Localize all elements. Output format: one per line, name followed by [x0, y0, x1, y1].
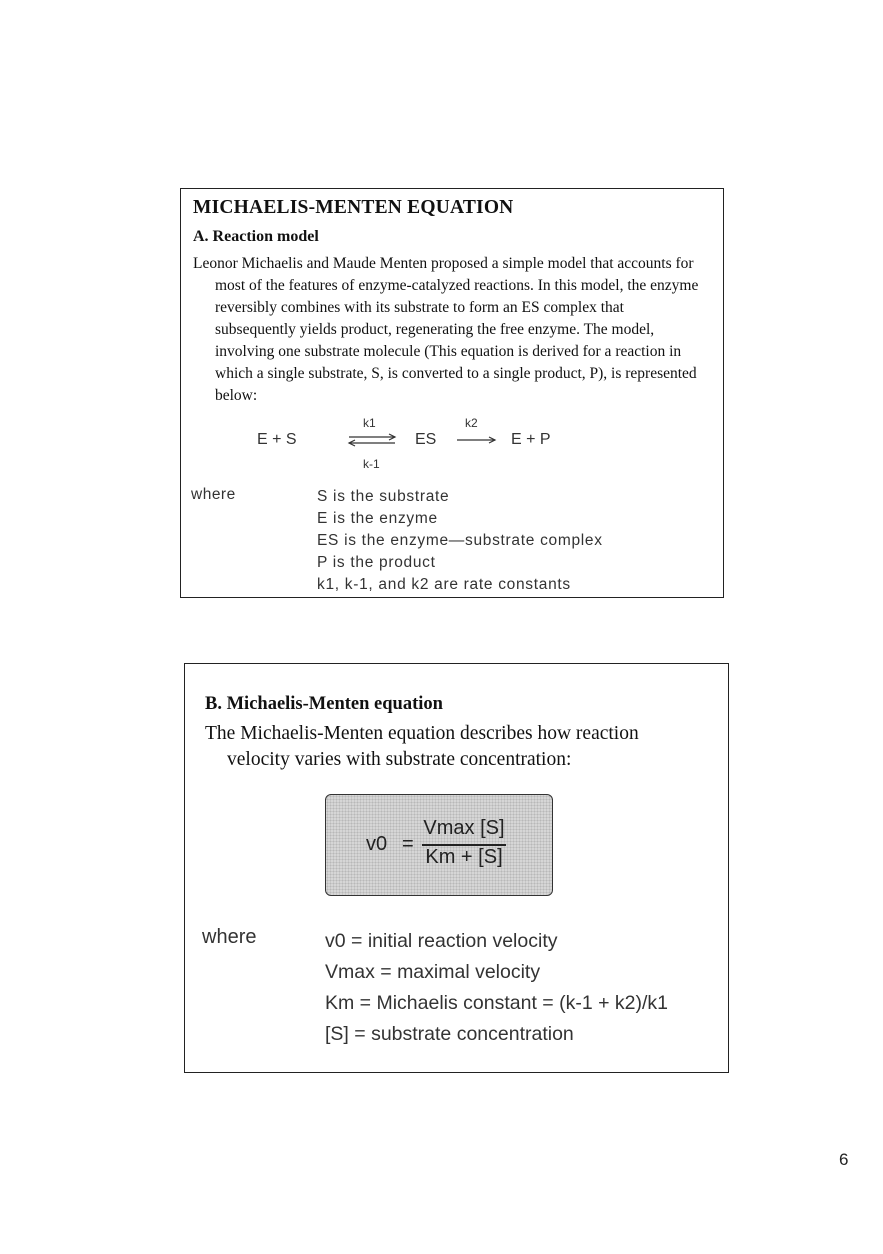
slide-title: MICHAELIS-MENTEN EQUATION — [193, 197, 514, 218]
equation-box — [325, 794, 553, 896]
enzyme-substrate-complex: ES — [415, 431, 437, 448]
slide-reaction-model — [180, 188, 724, 598]
definition-item: Vmax = maximal velocity — [325, 961, 541, 983]
slide-michaelis-menten-equation — [184, 663, 729, 1073]
definition-item: S is the substrate — [317, 488, 450, 505]
section-heading-equation: B. Michaelis-Menten equation — [205, 694, 443, 714]
where-label: where — [202, 926, 257, 948]
equals-sign: = — [402, 833, 414, 855]
reaction-products: E + P — [511, 431, 551, 448]
page-number: 6 — [839, 1150, 849, 1169]
reaction-model-paragraph: Leonor Michaelis and Maude Menten proposed a simple model that accounts for most of the features of enzyme-catalyzed reactions. In this model, the enzyme reversibly combines with its substrate to form an ES complex that subsequently yields product, regenerating the free enzyme. The model, involving one substrate molecule (This equation is derived for a reaction in which a single substrate, S, is converted to a single product, P), is represented below: — [193, 255, 699, 404]
rate-constant-k-minus1: k-1 — [363, 457, 380, 471]
equation-denominator: Km + [S] — [425, 846, 503, 868]
definition-item: k1, k-1, and k2 are rate constants — [317, 576, 571, 593]
reaction-reactants: E + S — [257, 431, 297, 448]
definition-item: ES is the enzyme—substrate complex — [317, 532, 603, 549]
forward-arrow-icon — [455, 435, 499, 445]
rate-constant-k2: k2 — [465, 416, 478, 430]
definition-list — [317, 486, 603, 596]
definition-item: v0 = initial reaction velocity — [325, 930, 558, 952]
definition-item: [S] = substrate concentration — [325, 1023, 574, 1045]
equation-numerator: Vmax [S] — [423, 817, 505, 839]
definition-item: Km = Michaelis constant = (k-1 + k2)/k1 — [325, 992, 669, 1014]
section-heading-reaction-model: A. Reaction model — [193, 228, 319, 245]
definition-item: E is the enzyme — [317, 510, 438, 527]
rate-constant-k1: k1 — [363, 416, 376, 430]
reversible-arrow-icon — [345, 433, 399, 447]
equation-description-paragraph: The Michaelis-Menten equation describes how reaction velocity varies with substrate concentration: — [205, 723, 639, 770]
where-label: where — [191, 486, 236, 503]
definition-item: P is the product — [317, 554, 436, 571]
definition-list — [325, 926, 668, 1050]
equation-lhs: v0 — [366, 833, 388, 855]
